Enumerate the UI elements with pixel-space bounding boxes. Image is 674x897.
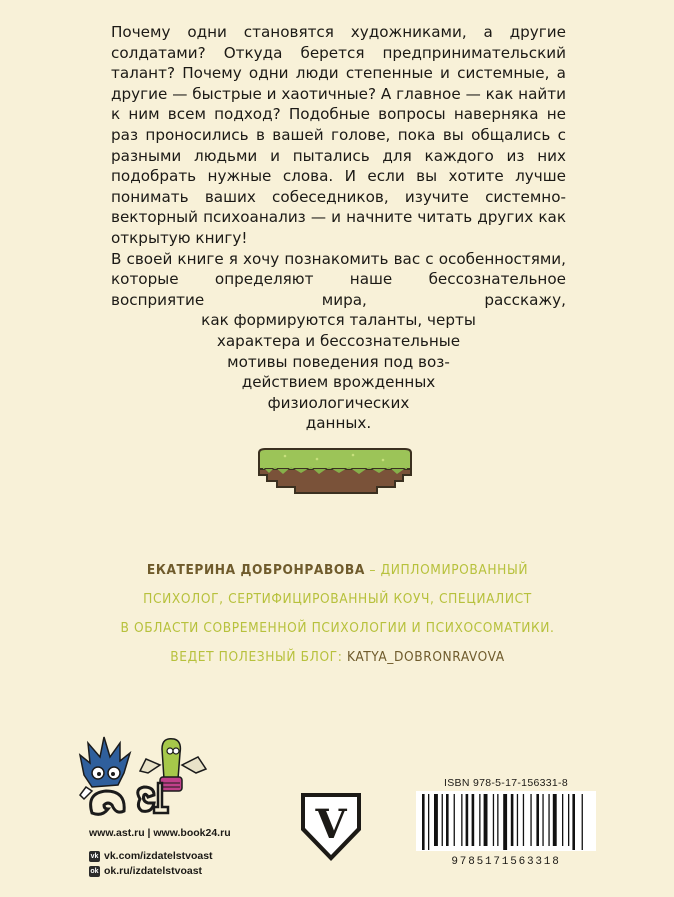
barcode-bar [523,794,524,846]
barcode-bar [562,794,563,846]
author-bio-line-3: В ОБЛАСТИ СОВРЕМЕННОЙ ПСИХОЛОГИИ И ПСИХОСОМАТИКИ. [120,620,555,636]
barcode-bar [517,794,518,846]
ast-logo-letters: ac [79,736,81,737]
barcode-bar [548,794,549,846]
barcode-bar [542,794,543,846]
barcode-bar [553,794,557,846]
barcode-bar [497,794,498,846]
barcode-bar [493,794,494,846]
footer-vk[interactable] [89,850,213,862]
blog-handle: KATYA_DOBRONRAVOVA [346,649,505,665]
barcode-number: 9785171563318 [451,856,561,868]
barcode-bar [422,794,425,850]
barcode-bar [484,794,488,846]
blurb-line: действием врожденных [241,373,436,392]
barcode-bar [472,794,475,846]
barcode-bar [479,794,480,846]
ast-logo [78,735,213,821]
blurb-line: характера и бессознательные [216,331,461,350]
vk-link[interactable]: vk.com/izdatelstvoast [104,850,213,862]
author-bio [60,556,615,672]
author-name: ЕКАТЕРИНА ДОБРОНРАВОВА [146,562,365,578]
barcode-bar [442,794,443,846]
ast-mascots-illustration [78,735,213,817]
footer-websites[interactable]: www.ast.ru | www.book24.ru [89,827,231,839]
publisher-shield-icon [300,792,362,862]
barcode-bar [503,794,507,850]
blurb-paragraph-1: Почему одни становятся художниками, а другие солдатами? Откуда берется предпринимательский талант? Почему одни люди степенные и системные, а другие — быстрые и хаотичные? А главное — как найти к ним всем подход? Подобные вопросы наверняка не раз проносились в вашей голове, пока вы общались с разными людьми и пытались для каждого из них подобрать нужные слова. И если вы хотите лучше понимать ваших собеседников, изучите системно-векторный психоанализ — и начните читать других как открытую книгу! [111,23,566,247]
barcode-bar [454,794,455,846]
barcode-bar [530,794,531,846]
back-cover-blurb [111,22,566,434]
barcode-bar [582,794,583,850]
publisher-letter: V [315,801,347,848]
barcode-bar [536,794,539,846]
author-bio-line-1 [60,556,615,585]
blurb-paragraph-2-start: В своей книге я хочу познакомить вас с особенностями, которые определяют наше бессознательное восприятие мира, расскажу, [111,249,566,309]
blurb-line: мотивы поведения под воз- [227,352,450,371]
grass-platform-illustration [255,447,415,497]
barcode-block [416,777,596,872]
barcode-icon [416,791,596,851]
blurb-line: данных. [305,414,372,433]
author-dash: – [369,562,377,578]
barcode-bar [461,794,462,846]
barcode-bar [434,794,438,846]
isbn-text: ISBN 978-5-17-156331-8 [444,777,568,789]
barcode-bar [428,794,429,850]
barcode-bar [511,794,514,846]
barcode-bar [446,794,449,846]
author-bio-line-2: ПСИХОЛОГ, СЕРТИФИЦИРОВАННЫЙ КОУЧ, СПЕЦИАЛИСТ [143,591,532,607]
author-bio-line-4 [60,643,615,672]
vk-icon: vk [90,852,99,860]
ok-link[interactable]: ok.ru/izdatelstvoast [104,865,203,877]
blurb-line: как формируются таланты, черты [201,311,476,330]
publisher-logo [300,792,362,866]
footer-ok[interactable] [89,865,202,877]
author-title: ДИПЛОМИРОВАННЫЙ [380,562,529,578]
barcode-bar [568,794,569,846]
barcode-bar [466,794,469,846]
blog-label: ВЕДЕТ ПОЛЕЗНЫЙ БЛОГ: [170,649,343,665]
ok-icon: ok [90,867,99,875]
barcode-bar [572,794,575,850]
blurb-line: физиологических [267,393,410,412]
